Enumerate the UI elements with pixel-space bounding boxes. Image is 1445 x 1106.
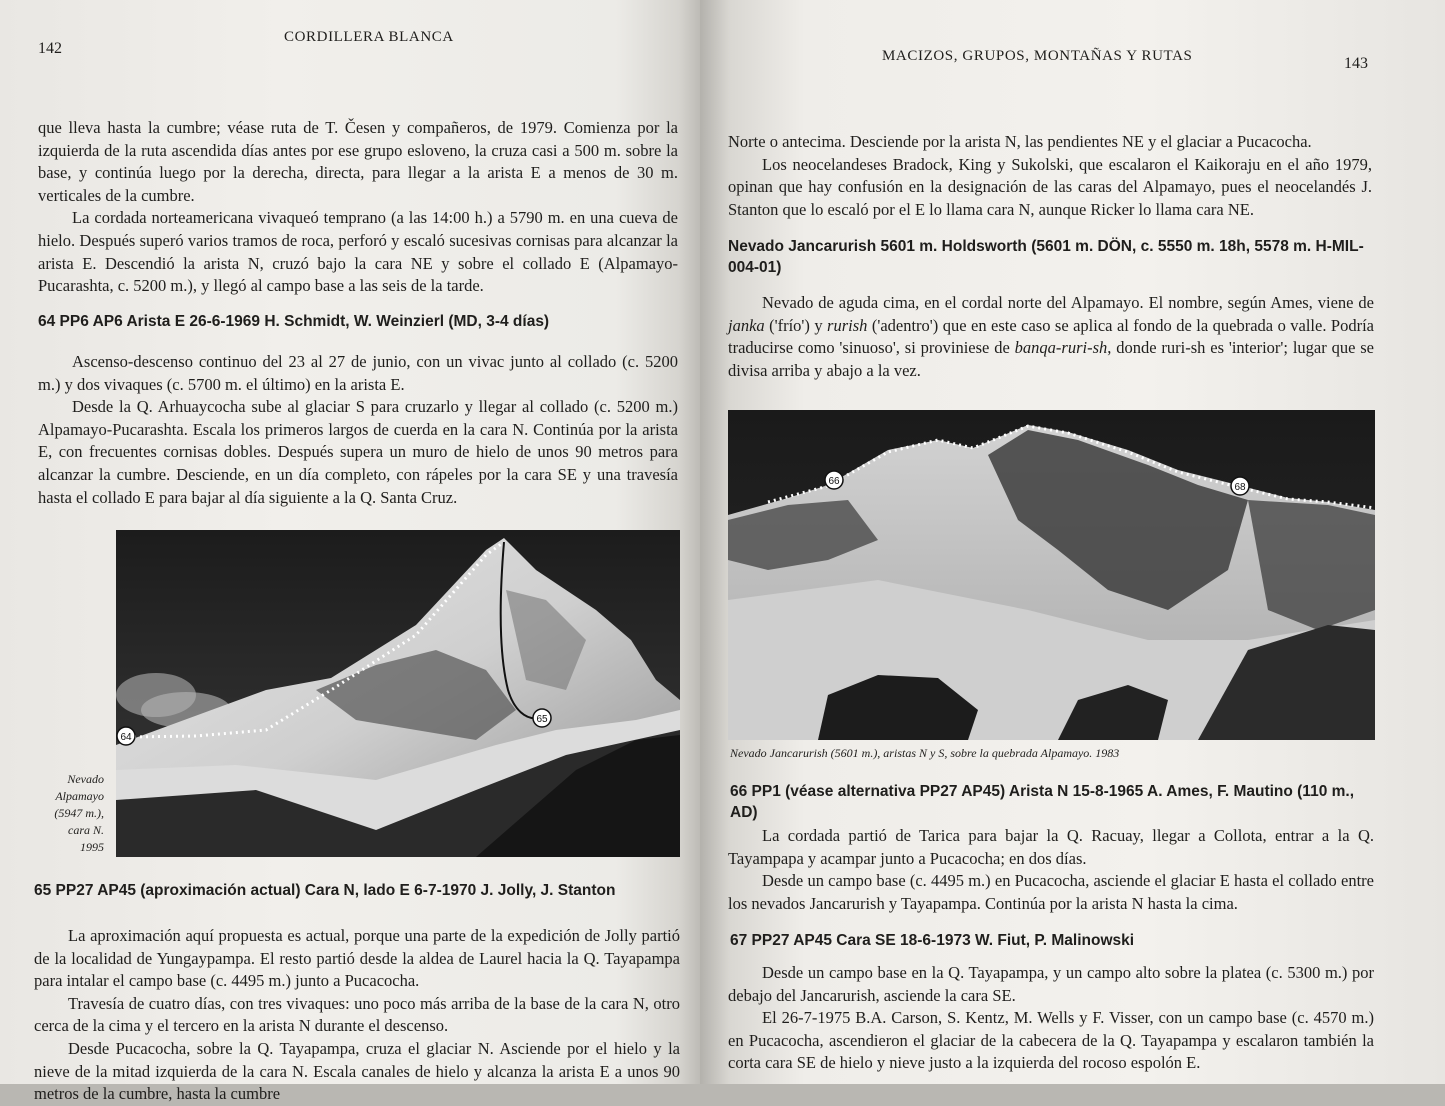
alpamayo-photo-drawing bbox=[116, 530, 680, 857]
route-67-heading: 67 PP27 AP45 Cara SE 18-6-1973 W. Fiut, P. Malinowski bbox=[730, 932, 1135, 949]
right-top-text bbox=[728, 131, 1372, 221]
caption-line: Alpamayo bbox=[55, 789, 104, 803]
paragraph: La cordada partió de Tarica para bajar la Q. Racuay, llegar a Collota, entrar a la Q. Tayampapa y acampar junto a Pucacocha; en dos días. bbox=[728, 826, 1374, 868]
paragraph: Norte o antecima. Desciende por la arista N, las pendientes NE y el glaciar a Pucacocha. bbox=[728, 132, 1312, 151]
paragraph: Desde un campo base (c. 4495 m.) en Pucacocha, asciende el glaciar E hasta el collado entre los nevados Jancarurish y Tayapampa. Continúa por la arista N hasta la cima. bbox=[728, 871, 1374, 913]
route-65-text bbox=[34, 925, 680, 1106]
paragraph: Desde la Q. Arhuaycocha sube al glaciar S para cruzarlo y llegar al collado (c. 5200 m.) Alpamayo-Pucarashta. Escala los primeros largos de cuerda en la cara N. Continúa por la arista E, con frecuentes cornisas dobles. Después supera un muro de hielo de unos 90 metros para alcanzar la cumbre. Desciende, en un día completo, con rápeles por la cara SE y una travesía hasta el collado E para bajar al día siguiente a la Q. Santa Cruz. bbox=[38, 397, 678, 507]
term-janka: janka bbox=[728, 315, 765, 335]
running-head-left: CORDILLERA BLANCA bbox=[284, 29, 454, 45]
paragraph: que lleva hasta la cumbre; véase ruta de T. Česen y compañeros, de 1979. Comienza por la izquierda de la ruta ascendida días antes por ese grupo esloveno, la cruza casi a 500 m. sobre la base, y continúa luego por la derecha, directa, para llegar a la arista E a menos de 30 m. verticales de la cumbre. bbox=[38, 118, 678, 205]
text-run: Nevado de aguda cima, en el cordal norte del Alpamayo. El nombre, según Ames, viene de bbox=[762, 293, 1374, 312]
paragraph: Desde Pucacocha, sobre la Q. Tayapampa, cruza el glaciar N. Asciende por el hielo y la nieve de la mitad izquierda de la cara N. Escala canales de hielo y alcanza la arista E a unos 90 metros de la cumbre, hasta la cumbre bbox=[34, 1038, 680, 1104]
route-65-heading: 65 PP27 AP45 (aproximación actual) Cara N, lado E 6-7-1970 J. Jolly, J. Stanton bbox=[34, 882, 616, 899]
alpamayo-photo bbox=[116, 530, 680, 857]
jancarurish-heading: Nevado Jancarurish 5601 m. Holdsworth (5601 m. DÖN, c. 5550 m. 18h, 5578 m. H-MIL-004-01) bbox=[728, 238, 1364, 276]
jancarurish-photo bbox=[728, 410, 1375, 740]
jancarurish-photo-drawing bbox=[728, 410, 1375, 740]
alpamayo-caption bbox=[40, 771, 104, 856]
caption-line: (5947 m.), bbox=[54, 806, 104, 820]
running-head-right: MACIZOS, GRUPOS, MONTAÑAS Y RUTAS bbox=[882, 48, 1193, 64]
paragraph: Travesía de cuatro días, con tres vivaques: uno poco más arriba de la base de la cara N, otro cerca de la cima y el tercero en la arista N durante el descenso. bbox=[34, 993, 680, 1036]
text-run: ('adentro') que en este caso se aplica al fondo de la quebrada o valle. Podría traducirse como 'sinuoso', si proviniese de bbox=[728, 315, 1374, 358]
paragraph: Ascenso-descenso continuo del 23 al 27 de junio, con un vivac junto al collado (c. 5200 m.) y dos vivaques (c. 5700 m. el último) en la arista E. bbox=[38, 352, 678, 394]
paragraph bbox=[728, 292, 1374, 382]
route-marker-68-label: 68 bbox=[1234, 482, 1246, 493]
left-top-text bbox=[38, 117, 678, 298]
route-66-heading: 66 PP1 (véase alternativa PP27 AP45) Arista N 15-8-1965 A. Ames, F. Mautino (110 m., AD) bbox=[730, 783, 1355, 821]
route-64-heading: 64 PP6 AP6 Arista E 26-6-1969 H. Schmidt, W. Weinzierl (MD, 3-4 días) bbox=[38, 313, 550, 330]
page-number-right: 143 bbox=[1344, 55, 1368, 72]
right-page bbox=[700, 0, 1445, 1084]
route-67-text bbox=[728, 962, 1374, 1075]
paragraph: La cordada norteamericana vivaqueó temprano (a las 14:00 h.) a 5790 m. en una cueva de hielo. Después superó varios tramos de roca, perforó y escaló sucesivas cornisas para alcanzar la arista E. Descendió la arista N, cruzó bajo la cara NE y sobre el collado E (Alpamayo-Pucarashta, c. 5200 m.), y llegó al campo base a las seis de la tarde. bbox=[38, 208, 678, 296]
caption-line: Nevado bbox=[67, 772, 104, 786]
jancarurish-caption: Nevado Jancarurish (5601 m.), aristas N y S, sobre la quebrada Alpamayo. 1983 bbox=[730, 746, 1120, 760]
route-66-text bbox=[728, 825, 1374, 915]
paragraph: Los neocelandeses Bradock, King y Sukolski, que escalaron el Kaikoraju en el año 1979, opinan que hay confusión en la designación de las caras del Alpamayo, pues el neocelandés J. Stanton que lo escaló por el E lo llama cara N, aunque Ricker lo llama cara NE. bbox=[728, 154, 1372, 219]
route-64-text bbox=[38, 351, 678, 509]
term-rurish: rurish bbox=[827, 315, 868, 335]
page-number-left: 142 bbox=[38, 40, 62, 57]
jancarurish-text bbox=[728, 292, 1374, 382]
caption-line: 1995 bbox=[80, 840, 104, 854]
paragraph: La aproximación aquí propuesta es actual, porque una parte de la expedición de Jolly partió de la localidad de Yungaypampa. El resto partió desde la aldea de Laurel hacia la Q. Tayapampa para intalar el campo base (c. 4495 m.) junto a Pucacocha. bbox=[34, 926, 680, 991]
left-page bbox=[0, 0, 700, 1104]
text-run: , donde ruri-sh es 'interior'; lugar que se divisa arriba y abajo a la vez. bbox=[728, 338, 1374, 380]
paragraph: El 26-7-1975 B.A. Carson, S. Kentz, M. Wells y F. Visser, con un campo base (c. 4570 m.) en Pucacocha, ascendieron el glaciar de la cabecera de la Q. Tayapampa y escalaron también la corta cara SE de hielo y nieve justo a la izquierda del rocoso espolón E. bbox=[728, 1008, 1374, 1073]
paragraph: Desde un campo base en la Q. Tayapampa, y un campo alto sobre la platea (c. 5300 m.) por debajo del Jancarurish, asciende la cara SE. bbox=[728, 963, 1374, 1005]
term-banqa-ruri-sh: banqa-ruri-sh bbox=[1014, 338, 1108, 358]
caption-line: cara N. bbox=[68, 823, 104, 837]
route-marker-64-label: 64 bbox=[120, 732, 132, 743]
text-run: ('frío') y bbox=[764, 315, 828, 335]
route-marker-65-label: 65 bbox=[536, 714, 548, 725]
route-marker-66-label: 66 bbox=[828, 476, 840, 487]
